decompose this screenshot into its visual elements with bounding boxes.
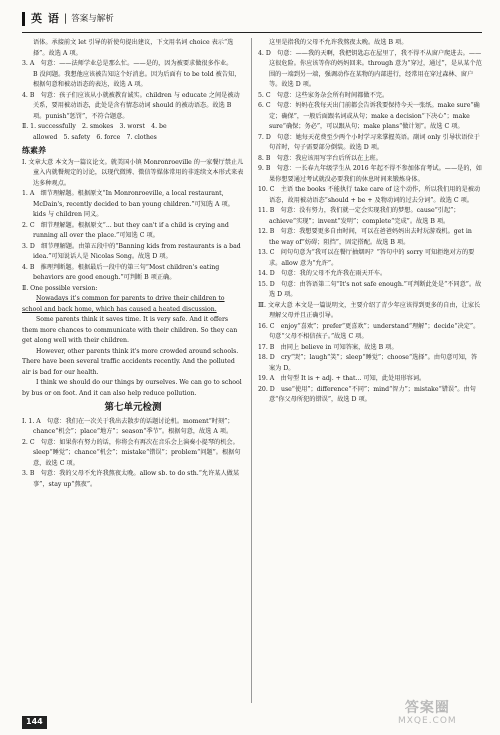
answer-item: 9. B 句意：一长春九年级学生从 2016 年起不得不参加体育考试。——是的，如果你想要通过考试就没必要我们的休息时间来锻炼身体。 (258, 165, 482, 183)
unit-title: 第七单元检测 (104, 402, 162, 413)
answer-item: 11. B 句意：没有努力，我们就一定会实现我们的梦想。cause“引起”；achieve“实现”；invent“发明”；complete“完成”。故选 B 项。 (258, 207, 460, 225)
answer-item: 2. C 细节理解题。根据原文“... but they can't if a child is crying and running all over the place.”可知选 C 项。 (22, 221, 229, 239)
answer-item: 14. D 句意：我的父母不允许我在雨天开车。 (258, 270, 387, 277)
answer-item: 1. A 细节理解题。根据原文“In Monronroeville, a local restaurant, McDain's, recently decided to ban young children.”可知选 A 项。kids 与 children 同义。 (22, 190, 234, 218)
answer-item: 5. C 句意：这些家务杂会所有时间都做不完。 (258, 91, 389, 99)
answer-item: 12. B 句意：我想要更多自由时间，可以在爸爸妈妈出去时玩游戏机。get in the way of“妨碍；阻挡”，固定搭配。故选 B 项。 (258, 228, 472, 246)
answer-item: 4. B 推理判断题。根据最后一段中的第三句“Most children's eating behaviors are good enough.”可判断 B 项正确。 (22, 263, 220, 281)
answer-text: 这里是指我的父母不允许我熬夜太晚。故选 B 项。 (269, 39, 408, 46)
answer-item: 3. D 细节理解题。由第五段中的“Banning kids from restaurants is a bad idea.”可知说话人是 Nicolas Song。故选 D 项。 (22, 242, 241, 260)
answer-text: 语体。承接前文 let 引导的祈使句提出建议，下文用名词 choice 表示“选择”。故选 A 项。 (33, 39, 234, 57)
answer-item: 18. D cry“哭”；laugh“笑”；sleep“睡觉”；choose“选择”。由句意可知，答案为 D。 (258, 354, 478, 372)
essay-paragraph: I think we should do our things by ourselves. We can go to school by bus or on foot. And it can also help reduce pollution. (22, 379, 242, 397)
left-column (22, 38, 244, 490)
answer-item: 3. B 句意：我的父母不允许我熬夜太晚。allow sb. to do sth.“允许某人做某事”，stay up“熬夜”。 (22, 470, 240, 488)
watermark-logo (398, 702, 457, 728)
answer-item: 8. B 句意：我应该用写字台后所以在上班。 (258, 154, 382, 162)
version-label: Ⅱ. One possible version: (22, 284, 98, 292)
section-title: 练素养 (22, 146, 46, 155)
watermark-line1: 答案圈 (404, 700, 450, 716)
section-summary: Ⅲ. 文章大意 本文是一篇说明文，主要介绍了青少年应该得到更多的自由，让家长理解父母并且正确引导。 (258, 301, 481, 319)
essay-paragraph: Nowadays it's common for parents to drive their children to school and back home, which has caused a heated discussion. (22, 295, 225, 313)
header-separator: | (63, 12, 68, 24)
answer-item: 10. C 主语 the books 不能执行 take care of 这个动作，所以我们用的是被动语态，故用被动语态“should + be + 及物动词的过去分词”。故选 C 项。 (258, 186, 481, 204)
fill-answers: Ⅱ. 1. successfully 2. smokes 3. worst 4. be (22, 123, 167, 130)
watermark-line2: MXQE.COM (398, 716, 457, 726)
page-header (22, 8, 482, 30)
answer-item: 3. A 句意：——法师学业总是那么忙。——是的，因为被要求做很多作业。 (22, 60, 233, 67)
answer-item: 20. D use“使用”；difference“不同”；mind“智力”；mistake“错误”。由句意“你父母所犯的错误”，故选 D 项。 (258, 385, 476, 403)
answer-item: Ⅰ. 1. A 句意：我们在一次关于我出去散步的话题讨论机。moment“时刻”；chance“机会”；place“地方”；season“季节”。根据句意，故选 A 项。 (22, 417, 234, 435)
answer-item: 2. C 句意：如果你有努力的话，你将会有再次在音乐会上演奏小提琴的机会。sleep“睡觉”；chance“机会”；mistake“错误”；problem“问题”。根据句意，故选 C 项。 (22, 438, 241, 467)
header-bar (22, 12, 25, 26)
answer-item: 4. D 句意：——我的天啊，我把钥匙忘在屋里了，我不得不从窗户爬进去。——这很危险。你应该等你的妈妈回来。through 意为“穿过，通过”，是从某个范围的一端到另一端，强调动作在某物的内部进行，经常用在穿过森林、窗户等。故选 D 项。 (258, 49, 482, 88)
answer-item: 17. B 由同上 believe in 可知答案，故选 B 项。 (258, 343, 398, 351)
answer-text: B 没问题。我想他应该被告知这个好消息。因为后面有 to be told 被告知，根据句意和被动语态的表达，故选 A 项。 (33, 70, 241, 88)
answer-item: 16. C enjoy“喜欢”；prefer“更喜欢”；understand“理解”；decide“决定”。句意“父母不相信孩子。”故选 C 项。 (258, 322, 480, 340)
answer-item: 4. B 句意：孩子们应该从小就被教育诚实。children 与 educate 之间是被动关系，要用被动语态，此处是含有情态动词 should 的被动语态。故选 B 项。punish“惩罚”，不符合题意。 (22, 91, 240, 120)
subject-title: 英 语 (31, 11, 60, 25)
page-number: 144 (22, 716, 47, 729)
answer-item: 6. C 句意：妈妈在我每天出门前都会告诉我要保持今天一张纸。make sure“确定；确保”，一般后面跟名词或从句；make a decision“下决心”；make sure“确保；务必”，可以跟从句；make plans“做计划”。故选 C 项。 (258, 102, 480, 130)
answer-item: 13. C 问句句意为“我可以在餐厅抽烟吗？”答句中的 sorry 可知拒绝对方的要求。allow 意为“允许”。 (258, 249, 475, 267)
header-rule (22, 32, 482, 33)
answer-item: 7. D 句意：她每天花费至少两个小时学习来掌握英语。副词 only 引导状语位于句首时，句子需要部分倒装。故选 D 项。 (258, 133, 480, 151)
right-column (258, 38, 482, 406)
fill-answers: allowed 5. safety 6. force 7. clothes (33, 133, 157, 141)
essay-paragraph: However, other parents think it's more crowded around schools. There have been several traffic accidents recently. And the polluted air is bad for our health. (22, 347, 239, 376)
column-divider (251, 38, 252, 703)
essay-paragraph: Some parents think it saves time. It is very safe. And it offers them more chances to communicate with their children. So they can get along well with their children. (22, 316, 238, 344)
answer-item: Ⅰ. 文章大意 本文为一篇议论文。就美国小镇 Monronroeville 的一家餐厅禁止儿童入内就餐规定的讨论，以现代微博、微信等媒体常用的非连续文本形式来表达多种观点。 (22, 158, 244, 187)
answer-item: 19. A 由句型 It is + adj. + that... 可知，此处用形容词。 (258, 375, 426, 382)
book-title: 答案与解析 (71, 13, 114, 24)
answer-item: 15. D 句意：由答语第二句“It's not safe enough.”可判断此处是“不同意”。故选 D 项。 (258, 280, 482, 298)
